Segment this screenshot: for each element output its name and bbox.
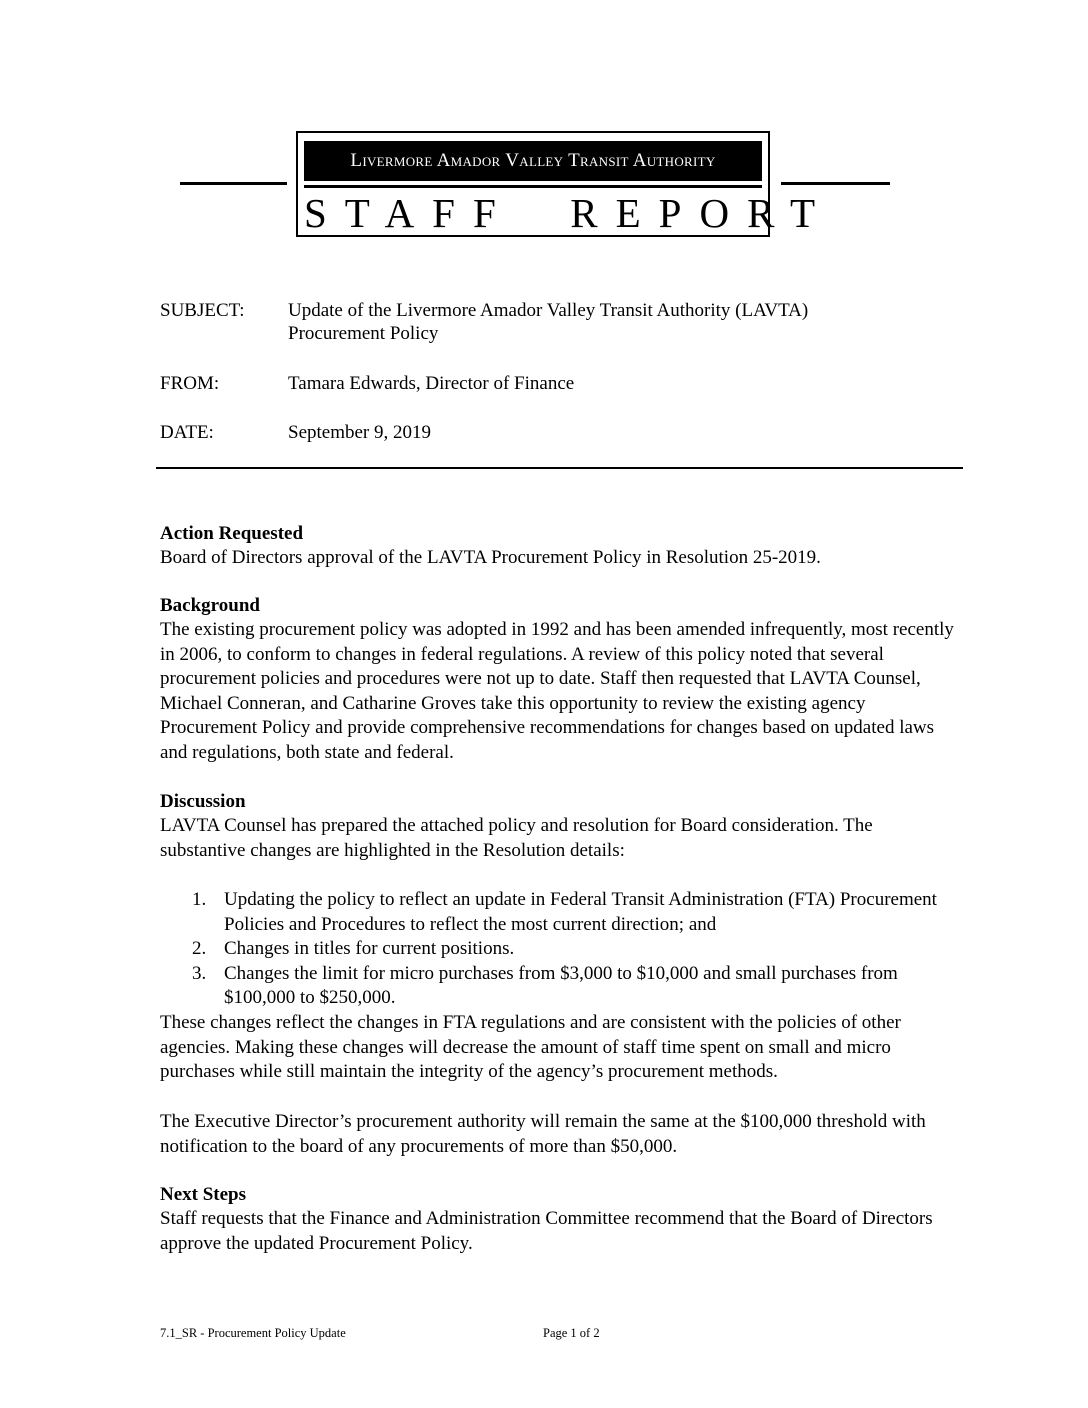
background-heading: Background (160, 595, 260, 616)
footer-page-number: Page 1 of 2 (543, 1326, 600, 1340)
executive-authority-paragraph: The Executive Director’s procurement authority will remain the same at the $100,000 threshold with notification to the board of any procurements of more than $50,000. (160, 1111, 926, 1157)
discussion-heading: Discussion (160, 791, 246, 812)
date-value: September 9, 2019 (288, 422, 432, 443)
list-item (160, 962, 960, 1011)
date-label: DATE: (160, 422, 214, 443)
report-header (296, 131, 834, 237)
action-requested-heading: Action Requested (160, 523, 304, 544)
subject-label: SUBJECT: (160, 300, 245, 321)
list-item-text: Changes the limit for micro purchases from $3,000 to $10,000 and small purchases from $100,000 to $250,000. (224, 962, 898, 1009)
list-item (160, 888, 960, 937)
memo-divider (156, 467, 963, 469)
from-value: Tamara Edwards, Director of Finance (288, 373, 575, 394)
header-rule-left (180, 182, 287, 185)
list-item-number: 2. (192, 938, 207, 960)
header-divider (304, 185, 762, 188)
list-item-number: 1. (192, 889, 207, 910)
next-steps-body: Staff requests that the Finance and Administration Committee recommend that the Board of Directors approve the updated Procurement Policy. (160, 1208, 933, 1254)
organization-name: Livermore Amador Valley Transit Authority (304, 141, 762, 181)
list-item-number: 3. (192, 962, 207, 984)
from-label: FROM: (160, 373, 220, 394)
discussion-consistency-paragraph: These changes reflect the changes in FTA regulations and are consistent with the policies of other agencies. Making these changes will decrease the amount of staff time spent on small and micro purchases while still maintain the integrity of the agency’s procurement methods. (160, 1012, 901, 1083)
action-requested-body: Board of Directors approval of the LAVTA Procurement Policy in Resolution 25-2019. (160, 547, 821, 568)
footer-document-name: 7.1_SR - Procurement Policy Update (160, 1326, 346, 1340)
changes-list (160, 888, 960, 1011)
list-item-text: Changes in titles for current positions. (224, 938, 515, 960)
discussion-intro: LAVTA Counsel has prepared the attached policy and resolution for Board consideration. The substantive changes are highlighted in the Resolution details: (160, 815, 873, 861)
next-steps-heading: Next Steps (160, 1184, 247, 1205)
report-title: STAFF REPORT (304, 190, 834, 236)
list-item (160, 937, 960, 962)
subject-value: Update of the Livermore Amador Valley Transit Authority (LAVTA) Procurement Policy (288, 300, 809, 344)
background-body: The existing procurement policy was adopted in 1992 and has been amended infrequently, most recently in 2006, to conform to changes in federal regulations. A review of this policy noted that several procurement policies and procedures were not up to date. Staff then requested that LAVTA Counsel, Michael Conneran, and Catharine Groves take this opportunity to review the existing agency Procurement Policy and provide comprehensive recommendations for changes based on updated laws and regulations, both state and federal. (160, 619, 954, 763)
list-item-text: Updating the policy to reflect an update in Federal Transit Administration (FTA) Procurement Policies and Procedures to reflect the most current direction; and (224, 889, 937, 935)
header-rule-right (781, 182, 890, 185)
